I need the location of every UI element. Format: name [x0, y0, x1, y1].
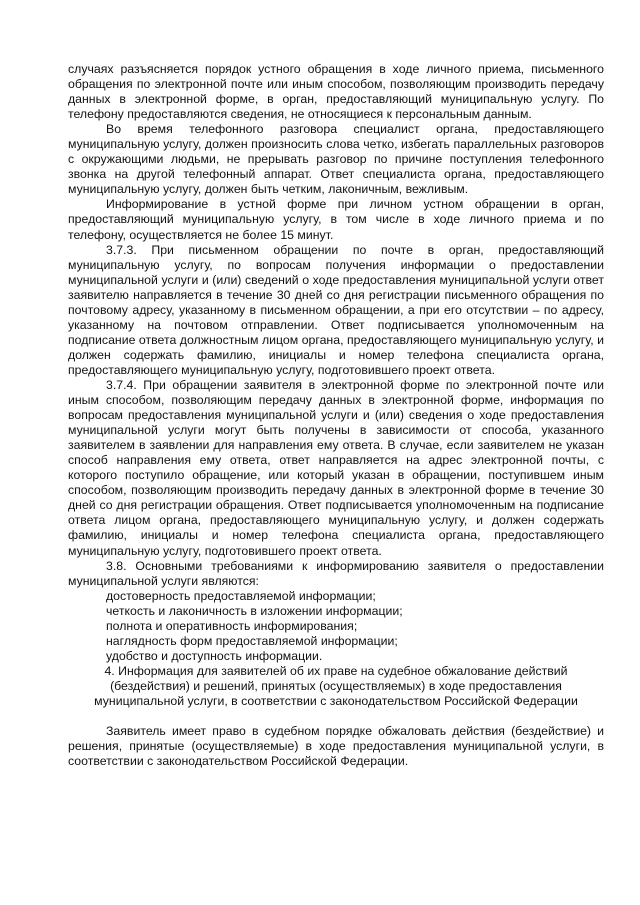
requirements-list — [68, 589, 604, 664]
paragraph: Во время телефонного разговора специалист органа, предоставляющего муниципальную услугу, должен произносить слова четко, избегать параллельных разговоров с окружающими людьми, не прерывать разговор по причине поступления телефонного звонка на другой телефонный аппарат. Ответ специалиста органа, предоставляющего муниципальную услугу, должен быть четким, лаконичным, вежливым. — [68, 122, 604, 197]
paragraph: Заявитель имеет право в судебном порядке обжаловать действия (бездействие) и решения, принятые (осуществляемые) в ходе предоставления муниципальной услуги, в соответствии с законодательством Российской Федерации. — [68, 724, 604, 769]
list-item: четкость и лаконичность в изложении информации; — [106, 603, 403, 618]
section-heading: 4. Информация для заявителей об их праве на судебное обжалование действий (бездействия) и решений, принятых (осуществляемых) в ходе предоставления муниципальной услуги, в соответствии с законодательством Российской Федерации — [94, 663, 578, 708]
list-item: удобство и доступность информации. — [106, 648, 323, 663]
paragraph: Информирование в устной форме при личном устном обращении в орган, предоставляющий муниципальную услугу, в том числе в ходе личного приема и по телефону, осуществляется не более 15 минут. — [68, 197, 604, 242]
paragraph: 3.7.3. При письменном обращении по почте в орган, предоставляющий муниципальную услугу, по вопросам получения информации о предоставлении муниципальной услуги и (или) сведений о ходе предоставления муниципальной услуги ответ заявителю направляется в течение 30 дней со дня регистрации письменного обращения по почтовому адресу, указанному в письменном обращении, а при его отсутствии – по адресу, указанному на почтовом отправлении. Ответ подписывается уполномоченным на подписание ответа должностным лицом органа, предоставляющего муниципальную услугу, и должен содержать фамилию, инициалы и номер телефона специалиста органа, предоставляющего муниципальную услугу, подготовившего проект ответа. — [68, 242, 604, 377]
list-item: наглядность форм предоставляемой информации; — [106, 633, 398, 648]
paragraph: случаях разъясняется порядок устного обращения в ходе личного приема, письменного обращения по электронной почте или иным способом, позволяющим производить передачу данных в электронной форме, в орган, предоставляющий муниципальную услугу. По телефону предоставляются сведения, не относящиеся к персональным данным. — [68, 62, 604, 122]
spacer — [68, 709, 604, 724]
list-item: полнота и оперативность информирования; — [106, 618, 358, 633]
paragraph: 3.8. Основными требованиями к информированию заявителя о предоставлении муниципальной услуги являются: — [68, 558, 604, 588]
list-item: достоверность предоставляемой информации; — [106, 588, 376, 603]
paragraph: 3.7.4. При обращении заявителя в электронной форме по электронной почте или иным способом, позволяющим передачу данных в электронной форме, информация по вопросам предоставления муниципальной услуги и (или) сведения о ходе предоставления муниципальной услуги могут быть получены в зависимости от способа, указанного заявителем в заявлении для направления ему ответа. В случае, если заявителем не указан способ направления ему ответа, ответ направляется на адрес электронной почты, с которого поступило обращение, или который указан в обращении, поступившем иным способом, позволяющим производить передачу данных в электронной форме в течение 30 дней со дня регистрации обращения. Ответ подписывается уполномоченным на подписание ответа лицом органа, предоставляющего муниципальную услугу, и должен содержать фамилию, инициалы и номер телефона специалиста органа, предоставляющего муниципальную услугу, подготовившего проект ответа. — [68, 377, 604, 558]
